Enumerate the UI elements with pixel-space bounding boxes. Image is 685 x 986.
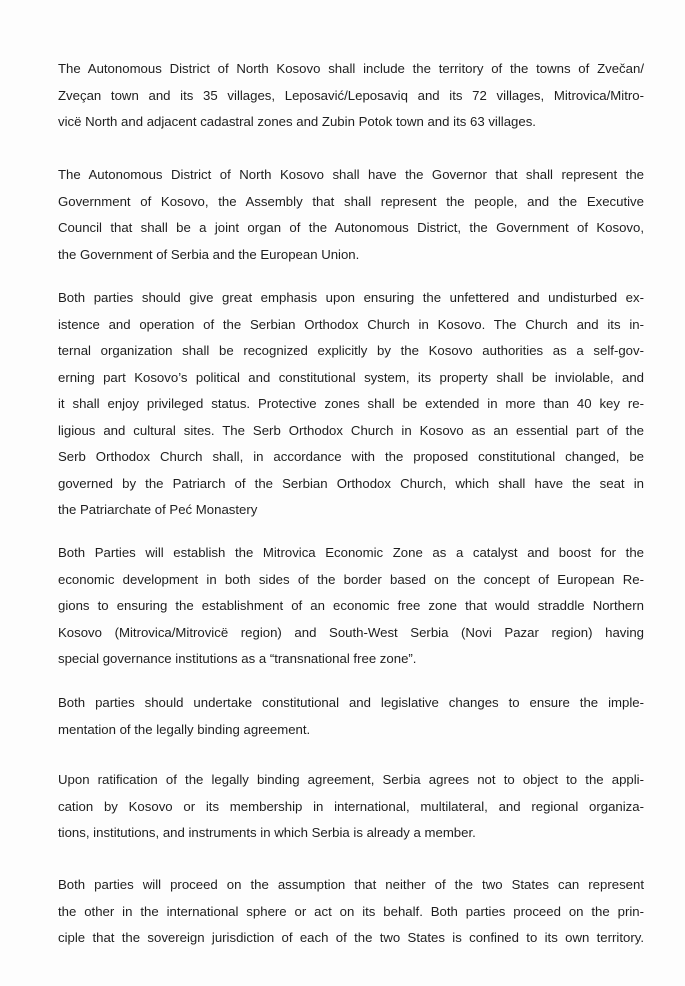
text-line: Government of Kosovo, the Assembly that shall represent the people, and the Executive <box>58 193 644 209</box>
paragraph-economic-zone <box>58 540 644 673</box>
text-line: economic development in both sides of the border based on the concept of European Re- <box>58 571 644 587</box>
text-line: mentation of the legally binding agreement. <box>58 721 311 737</box>
text-line: Both Parties will establish the Mitrovica Economic Zone as a catalyst and boost for the <box>58 545 644 560</box>
text-line: the Patriarchate of Peć Monastery <box>58 502 258 517</box>
text-line: the Government of Serbia and the European Union. <box>58 246 360 262</box>
paragraph-district-territory <box>58 56 644 136</box>
paragraph-international-membership <box>58 767 644 847</box>
text-line: erning part Kosovo’s political and constitutional system, its property shall be inviolable, and <box>58 369 644 385</box>
text-line: Both parties will proceed on the assumption that neither of the two States can represent <box>58 877 644 892</box>
text-line: Council that shall be a joint organ of the Autonomous District, the Government of Kosovo, <box>58 220 644 235</box>
text-line: Both parties should give great emphasis upon ensuring the unfettered and undisturbed ex- <box>58 290 644 305</box>
text-line: ciple that the sovereign jurisdiction of each of the two States is confined to its own territory. <box>58 930 644 945</box>
text-line: the other in the international sphere or act on its behalf. Both parties proceed on the prin- <box>58 903 644 919</box>
text-line: istence and operation of the Serbian Orthodox Church in Kosovo. The Church and its in- <box>58 316 644 332</box>
text-line: The Autonomous District of North Kosovo shall include the territory of the towns of Zvečan/ <box>58 61 644 76</box>
text-line: Upon ratification of the legally binding agreement, Serbia agrees not to object to the appli- <box>58 772 644 787</box>
paragraph-sovereign-jurisdiction <box>58 872 644 952</box>
text-line: Zveçan town and its 35 villages, Leposavić/Leposaviq and its 72 villages, Mitrovica/Mitro- <box>58 87 644 103</box>
text-line: The Autonomous District of North Kosovo shall have the Governor that shall represent the <box>58 167 644 182</box>
paragraph-orthodox-church <box>58 285 644 524</box>
text-line: gions to ensuring the establishment of an economic free zone that would straddle Northern <box>58 598 644 613</box>
text-line: it shall enjoy privileged status. Protective zones shall be extended in more than 40 key re- <box>58 396 644 411</box>
text-line: tions, institutions, and instruments in which Serbia is already a member. <box>58 825 476 840</box>
text-line: vicë North and adjacent cadastral zones and Zubin Potok town and its 63 villages. <box>58 114 536 129</box>
paragraph-constitutional-changes <box>58 690 644 743</box>
text-line: ligious and cultural sites. The Serb Orthodox Church in Kosovo as an essential part of the <box>58 422 644 438</box>
text-line: Both parties should undertake constitutional and legislative changes to ensure the imple- <box>58 695 644 710</box>
text-line: governed by the Patriarch of the Serbian Orthodox Church, which shall have the seat in <box>58 475 644 491</box>
text-line: Serb Orthodox Church shall, in accordance with the proposed constitutional changed, be <box>58 449 644 464</box>
text-line: special governance institutions as a “transnational free zone”. <box>58 651 417 666</box>
paragraph-district-governance <box>58 162 644 268</box>
text-line: Kosovo (Mitrovica/Mitrovicë region) and South-West Serbia (Novi Pazar region) having <box>58 624 644 640</box>
text-line: ternal organization shall be recognized explicitly by the Kosovo authorities as a self-gov- <box>58 343 644 358</box>
text-line: cation by Kosovo or its membership in international, multilateral, and regional organiza- <box>58 798 644 814</box>
